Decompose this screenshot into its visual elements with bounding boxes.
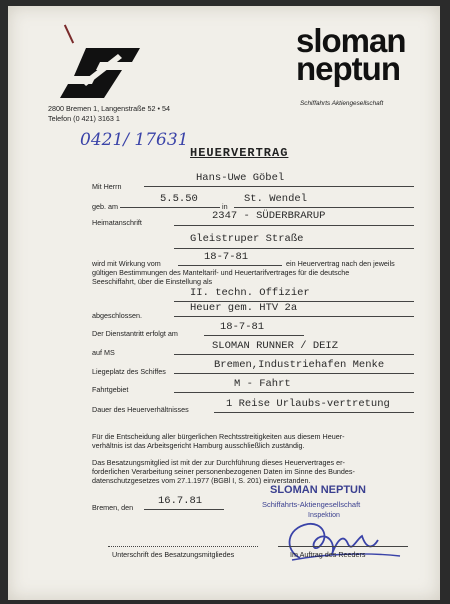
wirkung-text-1: ein Heuervertrag nach den jeweils (286, 259, 395, 268)
paper-clip-string (64, 25, 74, 44)
einstellung-value-1: II. techn. Offizier (190, 287, 310, 299)
contract-date-value: 16.7.81 (158, 495, 203, 507)
jurisdiction-line-1: Für die Entscheidung aller bürgerlichen Rechtsstreitigkeiten aus diesem Heuer- (92, 432, 345, 441)
heimat-line-1 (174, 225, 414, 226)
einstellung-line-2 (174, 316, 414, 317)
liegeplatz-label: Liegeplatz des Schiffes (92, 367, 166, 376)
einstellung-value-2: Heuer gem. HTV 2a (190, 302, 298, 314)
dienstantritt-label: Der Dienstantritt erfolgt am (92, 329, 178, 338)
fahrtgebiet-value: M - Fahrt (234, 378, 291, 390)
in-label: in (222, 202, 228, 211)
stamp-company-type: Schiffahrts-Aktiengesellschaft (262, 500, 361, 509)
in-value: St. Wendel (244, 193, 308, 205)
geb-am-line (120, 207, 220, 208)
abgeschlossen-label: abgeschlossen. (92, 311, 142, 320)
crew-signature-label: Unterschrift des Besatzungsmitgliedes (112, 550, 235, 559)
in-line (234, 207, 414, 208)
liegeplatz-line (174, 373, 414, 374)
wirkung-line (178, 265, 282, 266)
geb-am-label: geb. am (92, 202, 118, 211)
fahrtgebiet-label: Fahrtgebiet (92, 385, 129, 394)
company-phone: Telefon (0 421) 3163 1 (48, 114, 120, 123)
jurisdiction-clause (92, 432, 345, 450)
ms-line (174, 354, 414, 355)
stamp-department: Inspektion (308, 512, 340, 519)
contract-date-line (144, 509, 224, 510)
place-date-label: Bremen, den (92, 503, 134, 512)
mit-herrn-value: Hans-Uwe Göbel (196, 172, 285, 184)
heimat-value-2: Gleistruper Straße (190, 233, 304, 245)
mit-herrn-label: Mit Herrn (92, 182, 122, 191)
data-protection-clause (92, 458, 355, 486)
liegeplatz-value: Bremen,Industriehafen Menke (214, 359, 385, 371)
stamp-company-name: SLOMAN NEPTUN (270, 484, 366, 496)
owner-signature-line (278, 546, 408, 547)
ms-value: SLOMAN RUNNER / DEIZ (212, 340, 339, 352)
contract-document (8, 6, 440, 600)
crew-signature-line (108, 546, 258, 547)
fahrtgebiet-line (174, 392, 414, 393)
heimat-label: Heimatanschrift (92, 218, 142, 227)
sloman-neptun-logo-icon (60, 42, 144, 102)
owner-signature-label: Im Auftrag des Reeders (290, 550, 366, 559)
brand-name-line2: neptun (296, 50, 400, 87)
dauer-line (214, 412, 414, 413)
heimat-value-1: 2347 - SÜDERBRARUP (212, 210, 326, 222)
geb-am-value: 5.5.50 (160, 193, 198, 205)
data-protection-line-1: Das Besatzungsmitglied ist mit der zur Durchführung dieses Heuervertrages er- (92, 458, 345, 467)
mit-herrn-line (144, 186, 414, 187)
jurisdiction-line-2: verhältnis ist das Arbeitsgericht Hamburg ausschließlich zuständig. (92, 441, 305, 451)
heimat-line-2 (174, 248, 414, 249)
wirkung-text-2: gültigen Bestimmungen des Manteltarif- und Heuertarifvertrages für die deutsche (92, 268, 350, 277)
dienstantritt-value: 18-7-81 (220, 321, 265, 333)
dauer-label: Dauer des Heuerverhältnisses (92, 405, 189, 414)
wirkung-value: 18-7-81 (204, 251, 249, 263)
brand-subtitle: Schiffahrts Aktiengesellschaft (300, 100, 384, 107)
wirkung-text-3: Seeschiffahrt, über die Einstellung als (92, 277, 213, 286)
dauer-value: 1 Reise Urlaubs-vertretung (226, 398, 390, 410)
brand-name-line1: sloman (296, 22, 406, 59)
document-title: HEUERVERTRAG (190, 146, 289, 160)
company-address: 2800 Bremen 1, Langenstraße 52 • 54 (48, 104, 170, 113)
ms-label: auf MS (92, 348, 115, 357)
data-protection-line-3: datenschutzgesetzes vom 27.1.1977 (BGBl I, S. 201) einverstanden. (92, 476, 311, 486)
dienstantritt-line (204, 335, 304, 336)
data-protection-line-2: forderlichen Verarbeitung seiner personenbezogenen Daten im Sinne des Bundes- (92, 467, 355, 477)
wirkung-label: wird mit Wirkung vom (92, 259, 161, 268)
handwritten-phone-note: 0421/ 17631 (80, 130, 189, 150)
